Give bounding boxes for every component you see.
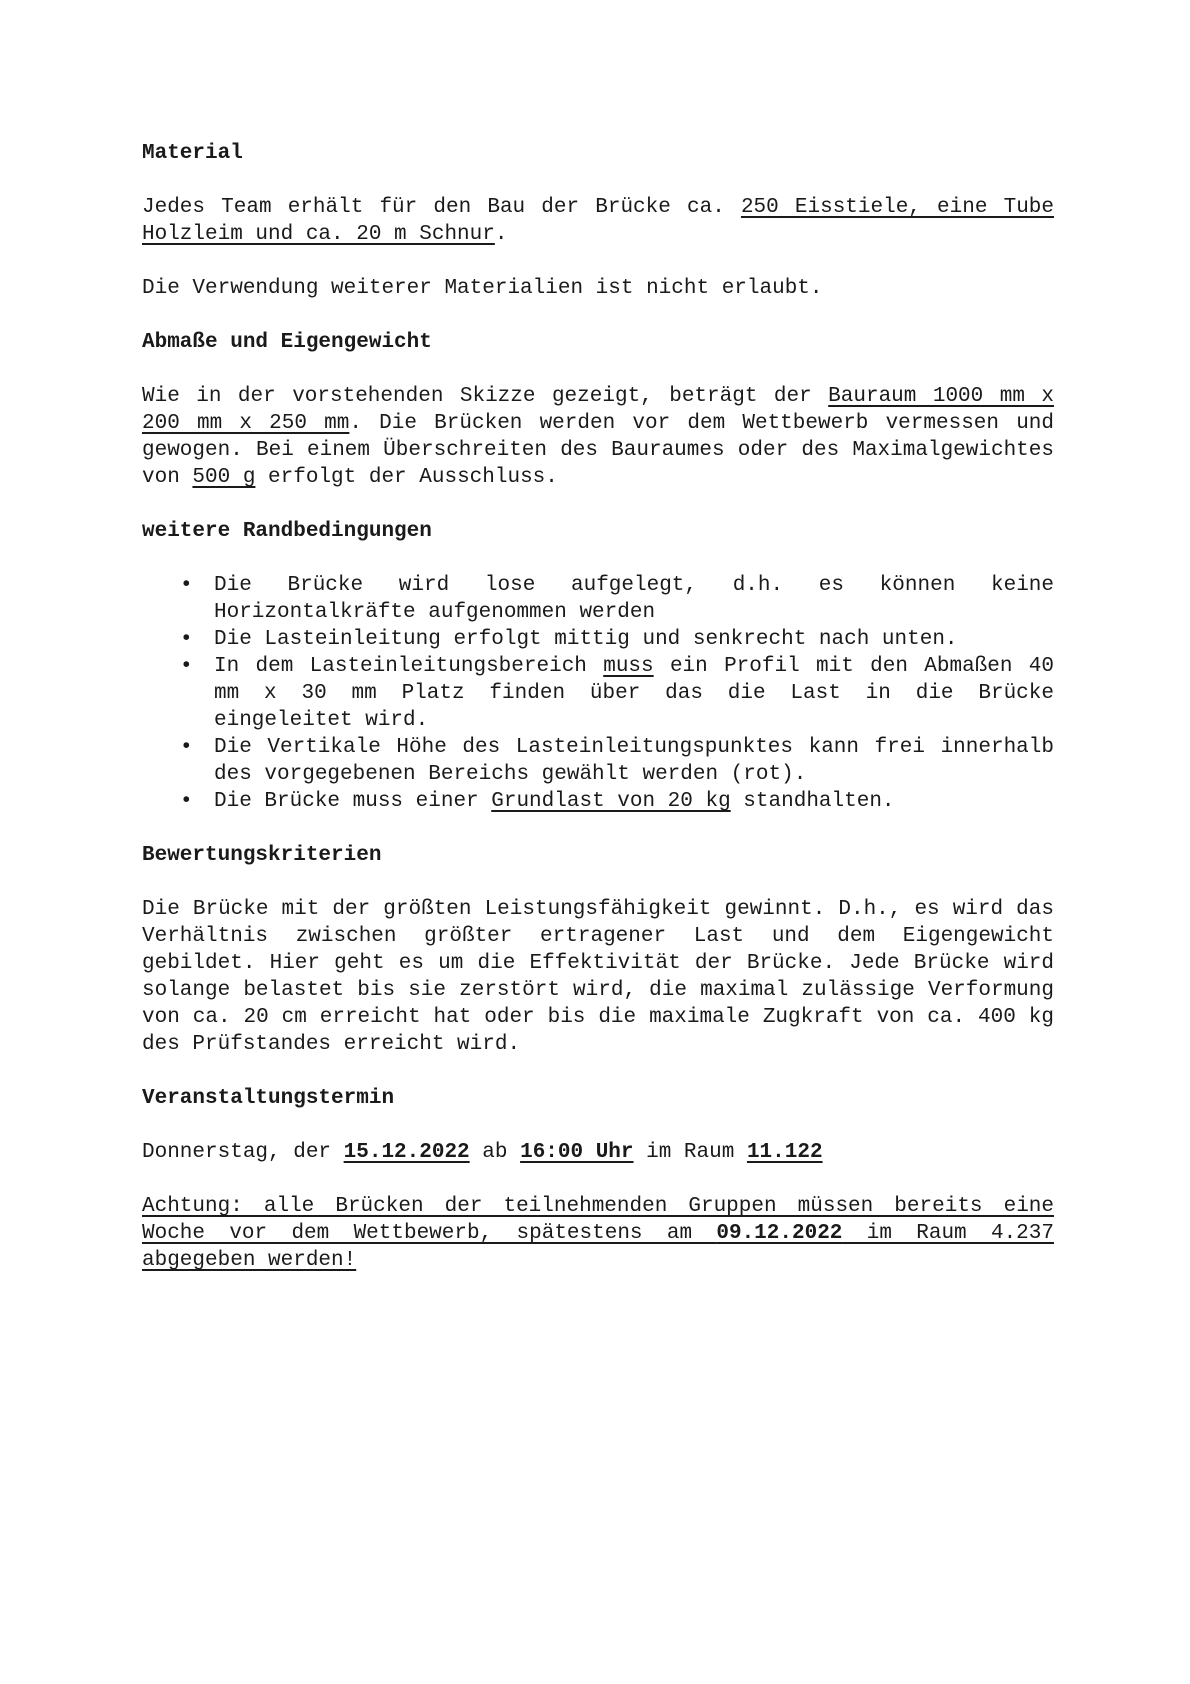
grundlast-underlined: Grundlast von 20 kg — [491, 790, 731, 813]
termin-text: ab — [469, 1141, 521, 1164]
material-restriction: Die Verwendung weiterer Materialien ist nicht erlaubt. — [142, 277, 823, 300]
condition-text: Die Brücke muss einer — [214, 790, 492, 813]
bauraum-underlined: Bauraum 1000 mm x 200 mm x 250 mm — [142, 385, 1054, 435]
event-time: 16:00 Uhr — [520, 1141, 634, 1164]
bullet-icon: • — [180, 736, 193, 759]
list-item — [142, 653, 1054, 734]
list-item — [142, 572, 1054, 626]
abmasse-text-3: erfolgt der Ausschluss. — [255, 466, 558, 489]
bullet-icon: • — [180, 574, 193, 597]
submission-notice — [142, 1193, 1054, 1274]
muss-underlined: muss — [603, 655, 654, 678]
conditions-list — [142, 572, 1054, 815]
abmasse-paragraph — [142, 383, 1054, 491]
condition-text: Die Brücke wird lose aufgelegt, d.h. es können keine Horizontalkräfte aufgenommen werden — [214, 574, 1054, 624]
condition-text: standhalten. — [730, 790, 895, 813]
abmasse-text-1: Wie in der vorstehenden Skizze gezeigt, beträgt der — [142, 385, 829, 408]
material-list-underlined: 250 Eisstiele, eine Tube Holzleim und ca. 20 m Schnur — [142, 196, 1055, 246]
section-heading-bewertung: Bewertungskriterien — [142, 844, 382, 867]
bullet-icon: • — [180, 655, 193, 678]
bewertung-paragraph: Die Brücke mit der größten Leistungsfähigkeit gewinnt. D.h., es wird das Verhältnis zwischen größter ertragener Last und dem Eigengewicht gebildet. Hier geht es um die Effektivität der Brücke. Jede Brücke wird solange belastet bis sie zerstört wird, die maximal zulässige Verformung von ca. 20 cm erreicht hat oder bis die maximale Zugkraft von ca. 400 kg des Prüfstandes erreicht wird. — [142, 898, 1054, 1056]
bullet-icon: • — [180, 628, 193, 651]
notice-text: Achtung: alle Brücken der teilnehmenden Gruppen müssen bereits eine Woche vor dem Wettbewerb, spätestens am — [142, 1195, 1054, 1245]
termin-text: im Raum — [633, 1141, 747, 1164]
material-paragraph — [142, 194, 1054, 248]
event-room: 11.122 — [746, 1141, 823, 1164]
section-heading-material: Material — [142, 142, 243, 165]
condition-text: ein Profil mit den Abmaßen 40 mm x 30 mm Platz finden über das die Last in die Brücke eingeleitet wird. — [214, 655, 1055, 732]
condition-text: Die Vertikale Höhe des Lasteinleitungspunktes kann frei innerhalb des vorgegebenen Bereichs gewählt werden (rot). — [214, 736, 1054, 786]
termin-line — [142, 1139, 1054, 1166]
document-page — [142, 140, 1054, 1301]
event-date: 15.12.2022 — [343, 1141, 470, 1164]
max-weight-underlined: 500 g — [192, 466, 256, 489]
list-item — [142, 788, 1054, 815]
material-text-end: . — [494, 223, 508, 246]
list-item — [142, 734, 1054, 788]
condition-text: Die Lasteinleitung erfolgt mittig und senkrecht nach unten. — [214, 628, 958, 651]
submission-deadline: 09.12.2022 — [716, 1222, 843, 1245]
list-item — [142, 626, 1054, 653]
bullet-icon: • — [180, 790, 193, 813]
termin-text: Donnerstag, der — [142, 1141, 344, 1164]
material-text: Jedes Team erhält für den Bau der Brücke ca. — [142, 196, 741, 219]
section-heading-randbedingungen: weitere Randbedingungen — [142, 520, 432, 543]
notice-text-end: im Raum 4.237 abgegeben werden! — [142, 1222, 1054, 1272]
condition-text: In dem Lasteinleitungsbereich — [214, 655, 604, 678]
section-heading-abmasse: Abmaße und Eigengewicht — [142, 331, 432, 354]
section-heading-termin: Veranstaltungstermin — [142, 1087, 395, 1110]
abmasse-text-2: . Die Brücken werden vor dem Wettbewerb vermessen und gewogen. Bei einem Überschreiten des Bauraumes oder des Maximalgewichtes von — [142, 412, 1054, 489]
